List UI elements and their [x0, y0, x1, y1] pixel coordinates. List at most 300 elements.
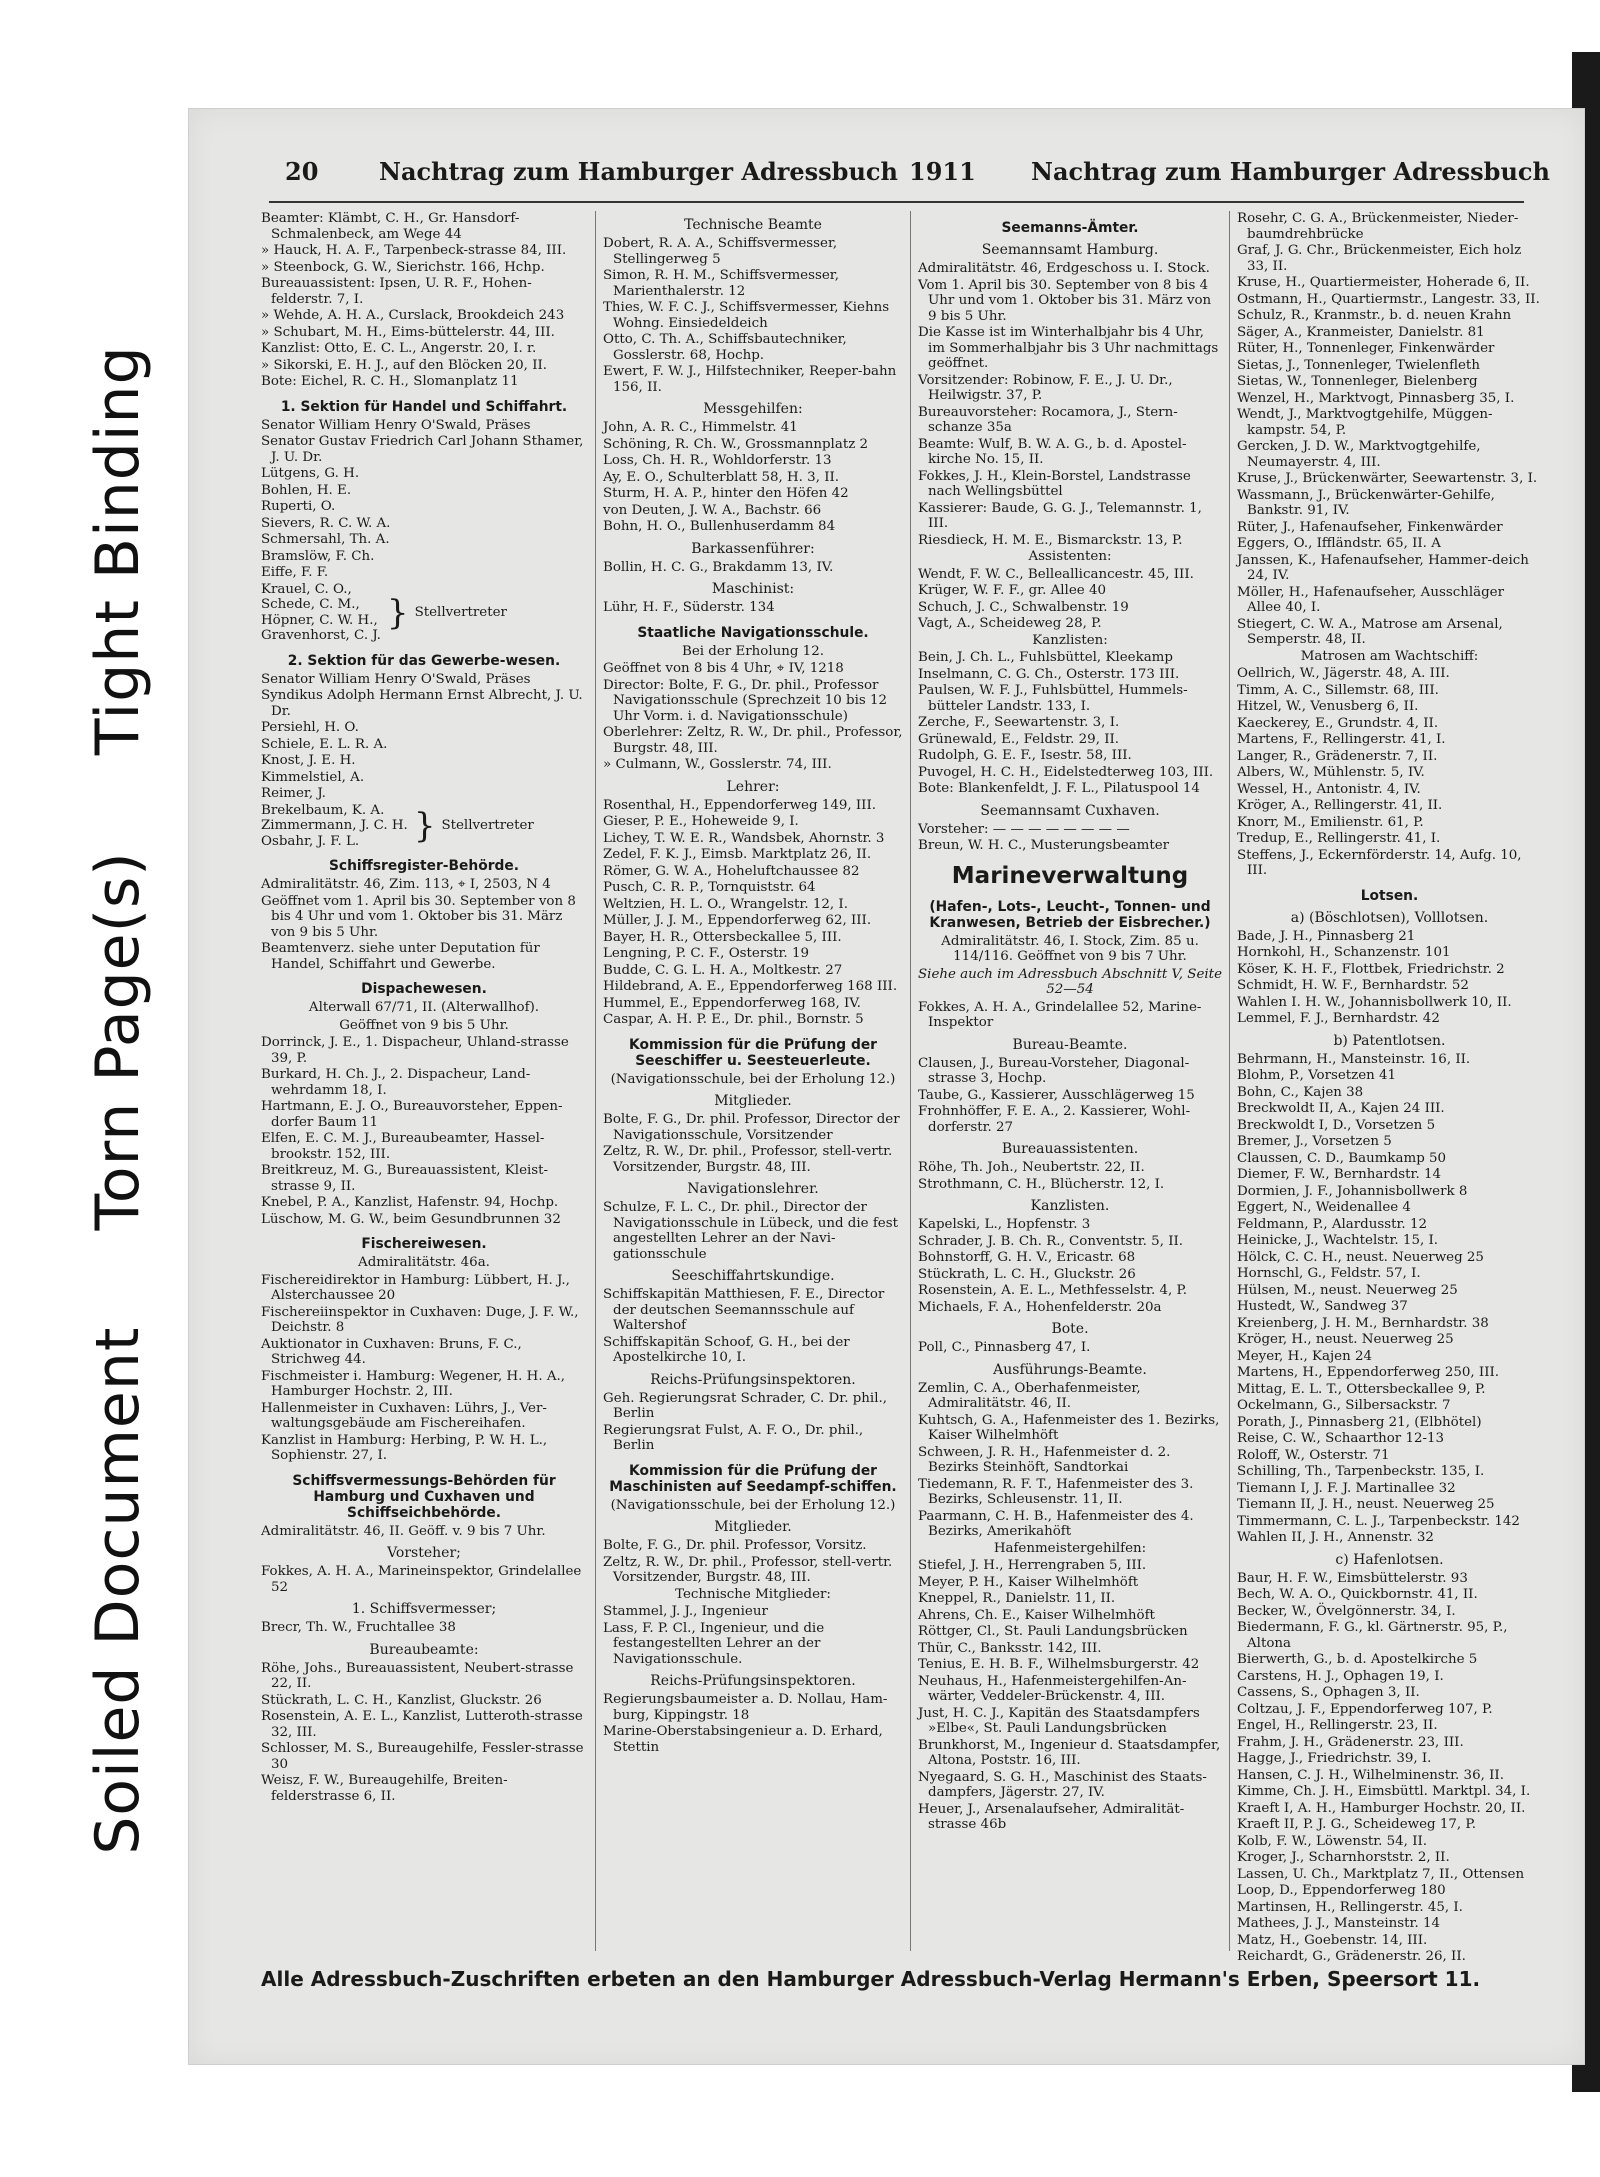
scanned-page: [188, 108, 1585, 2065]
directory-entry: Vom 1. April bis 30. September von 8 bis 4 Uhr und vom 1. Oktober bis 31. März von 9 bis 5 Uhr.: [918, 277, 1212, 324]
directory-entry: Ruperti, O.: [261, 499, 336, 514]
column-2: [603, 211, 903, 1949]
directory-entry: Paulsen, W. F. J., Fuhlsbüttel, Hummels-bütteler Landstr. 133, I.: [918, 683, 1188, 714]
directory-entry: Schöning, R. Ch. W., Grossmannplatz 2: [603, 436, 869, 452]
directory-entry: Beamtenverz. siehe unter Deputation für Handel, Schiffahrt und Gewerbe.: [261, 941, 540, 972]
subsection-heading: Reichs-Prüfungsinspektoren.: [650, 1371, 856, 1388]
directory-entry: Schiele, E. L. R. A.: [261, 736, 388, 752]
entry-name: Gravenhorst, C. J.: [261, 628, 381, 643]
directory-entry: Brunkhorst, M., Ingenieur d. Staatsdampfer, Altona, Poststr. 16, III.: [918, 1737, 1221, 1768]
centered-note: Kanzlisten:: [1032, 632, 1108, 648]
directory-entry: Loss, Ch. H. R., Wohldorferstr. 13: [603, 453, 832, 468]
directory-entry: Timmermann, C. L. J., Tarpenbeckstr. 142: [1237, 1513, 1520, 1529]
directory-entry: Clausen, J., Bureau-Vorsteher, Diagonal-strasse 3, Hochp.: [918, 1055, 1190, 1086]
directory-entry: Reise, C. W., Schaarthor 12-13: [1237, 1431, 1445, 1446]
centered-note: Admiralitätstr. 46, I. Stock, Zim. 85 u. 114/116. Geöffnet von 9 bis 7 Uhr.: [941, 933, 1199, 964]
directory-entry: Otto, C. Th. A., Schiffsbautechniker, Gosslerstr. 68, Hochp.: [603, 332, 847, 363]
directory-entry: Rüter, J., Hafenaufseher, Finkenwärder: [1237, 519, 1503, 535]
directory-entry: Krüger, W. F. F., gr. Allee 40: [918, 583, 1106, 598]
directory-entry: Wenzel, H., Marktvogt, Pinnasberg 35, I.: [1237, 390, 1515, 406]
subsection-heading: Maschinist:: [711, 581, 795, 597]
page-number: 20: [285, 157, 319, 186]
directory-entry: Behrmann, H., Mansteinstr. 16, II.: [1237, 1051, 1471, 1067]
directory-entry: Martens, H., Eppendorferweg 250, III.: [1237, 1365, 1500, 1380]
directory-entry: Bohn, H. O., Bullenhuserdamm 84: [603, 519, 836, 534]
column-divider: [1229, 211, 1230, 1951]
directory-entry: Rüter, H., Tonnenleger, Finkenwärder: [1237, 341, 1495, 356]
directory-entry: Cassens, S., Ophagen 3, II.: [1237, 1685, 1420, 1700]
section-heading: Kommission für die Prüfung der Maschinisten auf Seedampf-schiffen.: [609, 1462, 897, 1495]
directory-entry: Eggers, O., Iffländstr. 65, II. A: [1237, 536, 1441, 551]
directory-entry: Geöffnet von 8 bis 4 Uhr, ⌖ IV, 1218: [603, 661, 844, 676]
centered-note: Matrosen am Wachtschiff:: [1300, 648, 1479, 664]
directory-entry: Schiffskapitän Schoof, G. H., bei der Apostelkirche 10, I.: [603, 1334, 850, 1365]
directory-entry: Köser, K. H. F., Flottbek, Friedrichstr. 2: [1237, 961, 1505, 977]
directory-entry: Bech, W. A. O., Quickbornstr. 41, II.: [1237, 1587, 1478, 1602]
directory-entry: Bayer, H. R., Ottersbeckallee 5, III.: [603, 929, 842, 945]
centered-note: Technische Mitglieder:: [675, 1586, 831, 1602]
directory-entry: Vorsteher: — — — — — — — —: [918, 821, 1130, 837]
directory-entry: Kanzlist in Hamburg: Herbing, P. W. H. L., Sophienstr. 27, I.: [261, 1432, 548, 1463]
directory-entry: » Schubart, M. H., Eims-büttelerstr. 44, III.: [261, 324, 555, 340]
directory-entry: Kapelski, L., Hopfenstr. 3: [918, 1217, 1091, 1232]
directory-entry: Senator William Henry O'Swald, Präses: [261, 671, 531, 687]
directory-entry: Kröger, H., neust. Neuerweg 25: [1237, 1332, 1454, 1347]
directory-entry: Admiralitätstr. 46, Zim. 113, ⌖ I, 2503, N 4: [261, 877, 551, 892]
directory-entry: Poll, C., Pinnasberg 47, I.: [918, 1340, 1091, 1355]
directory-entry: Lass, F. P. Cl., Ingenieur, und die festangestellten Lehrer an der Navigationsschule.: [603, 1620, 825, 1667]
directory-entry: Auktionator in Cuxhaven: Bruns, F. C., Strichweg 44.: [261, 1336, 522, 1367]
directory-entry: Inselmann, C. G. Ch., Osterstr. 173 III.: [918, 666, 1180, 682]
directory-entry: Syndikus Adolph Hermann Ernst Albrecht, J. U. Dr.: [261, 688, 583, 719]
directory-entry: Hülsen, M., neust. Neuerweg 25: [1237, 1282, 1458, 1298]
section-heading: 1. Sektion für Handel und Schiffahrt.: [280, 398, 568, 415]
directory-entry: Wahlen I. H. W., Johannisbollwerk 10, II.: [1237, 994, 1512, 1010]
directory-entry: Paarmann, C. H. B., Hafenmeister des 4. Bezirks, Amerikahöft: [918, 1508, 1194, 1539]
directory-entry: Lengning, P. C. F., Osterstr. 19: [603, 946, 809, 961]
directory-entry: Tredup, E., Rellingerstr. 41, I.: [1237, 831, 1441, 846]
directory-entry: Albers, W., Mühlenstr. 5, IV.: [1237, 765, 1425, 780]
directory-entry: Lühr, H. F., Süderstr. 134: [603, 600, 775, 615]
subsection-heading: Bureau-Beamte.: [1012, 1036, 1128, 1053]
directory-entry: Meyer, P. H., Kaiser Wilhelmhöft: [918, 1574, 1139, 1590]
scan-side-label: [83, 307, 153, 1892]
subsection-heading: Barkassenführer:: [691, 540, 815, 557]
side-label-binding: Tight Binding: [83, 345, 153, 756]
directory-entry: Tenius, E. H. B. F., Wilhelmsburgerstr. 42: [918, 1657, 1200, 1672]
directory-entry: Säger, A., Kranmeister, Danielstr. 81: [1237, 324, 1485, 340]
header-title-left: Nachtrag zum Hamburger Adressbuch: [379, 157, 898, 186]
directory-entry: Zemlin, C. A., Oberhafenmeister, Admiralitätstr. 46, II.: [918, 1380, 1141, 1411]
directory-entry: Claussen, C. D., Baumkamp 50: [1237, 1150, 1447, 1166]
directory-entry: Dormien, J. F., Johannisbollwerk 8: [1237, 1183, 1468, 1199]
directory-entry: Bote: Eichel, R. C. H., Slomanplatz 11: [261, 374, 519, 389]
directory-entry: Tiedemann, R. F. T., Hafenmeister des 3. Bezirks, Schleusenstr. 11, II.: [918, 1476, 1194, 1507]
directory-entry: Martens, F., Rellingerstr. 41, I.: [1237, 732, 1446, 747]
directory-entry: Rudolph, G. E. F., Isestr. 58, III.: [918, 748, 1132, 763]
directory-entry: Schlosser, M. S., Bureaugehilfe, Fessler-strasse 30: [261, 1741, 584, 1772]
directory-entry: Coltzau, J. F., Eppendorferweg 107, P.: [1237, 1701, 1493, 1717]
directory-entry: Stammel, J. J., Ingenieur: [603, 1604, 768, 1619]
section-heading: Staatliche Navigationsschule.: [637, 624, 869, 641]
centered-note: Assistenten:: [1028, 549, 1112, 564]
directory-entry: Gercken, J. D. W., Marktvogtgehilfe, Neumayerstr. 4, III.: [1237, 439, 1481, 470]
directory-entry: Eggert, N., Weidenallee 4: [1237, 1200, 1411, 1215]
directory-entry: Rosenstein, A. E. L., Methfesselstr. 4, P.: [918, 1283, 1188, 1298]
directory-entry: Kimmelstiel, A.: [261, 769, 365, 785]
centered-note: Admiralitätstr. 46a.: [358, 1255, 490, 1270]
directory-entry: Thür, C., Banksstr. 142, III.: [918, 1640, 1102, 1656]
subsection-heading: a) (Böschlotsen), Volllotsen.: [1290, 909, 1489, 926]
directory-entry: Nyegaard, S. G. H., Maschinist des Staats-dampfers, Jägerstr. 27, IV.: [918, 1769, 1207, 1800]
directory-entry: Pusch, C. R. P., Tornquiststr. 64: [603, 880, 816, 895]
directory-entry: Weisz, F. W., Bureaugehilfe, Breiten-felderstrasse 6, II.: [261, 1773, 508, 1804]
directory-entry: Oellrich, W., Jägerstr. 48, A. III.: [1237, 666, 1450, 681]
directory-entry: Ahrens, Ch. E., Kaiser Wilhelmhöft: [918, 1607, 1155, 1623]
directory-entry: Senator Gustav Friedrich Carl Johann Sthamer, J. U. Dr.: [261, 434, 584, 465]
subsection-heading: Seemannsamt Hamburg.: [981, 242, 1159, 258]
deputy-group: [261, 582, 587, 644]
directory-entry: Wessel, H., Antonistr. 4, IV.: [1237, 781, 1421, 797]
subsection-heading: Mitglieder.: [714, 1093, 792, 1109]
centered-note: Hafenmeistergehilfen:: [993, 1540, 1147, 1556]
directory-entry: » Steenbock, G. W., Sierichstr. 166, Hchp.: [261, 259, 545, 275]
directory-entry: Die Kasse ist im Winterhalbjahr bis 4 Uhr, im Sommerhalbjahr bis 3 Uhr nachmittags geöffnet.: [918, 325, 1219, 371]
directory-entry: Diemer, F. W., Bernhardstr. 14: [1237, 1167, 1442, 1182]
directory-entry: Weltzien, H. L. O., Wrangelstr. 12, I.: [603, 896, 848, 912]
directory-entry: Hildebrand, A. E., Eppendorferweg 168 III.: [603, 979, 898, 994]
directory-entry: Beamter: Klämbt, C. H., Gr. Hansdorf-Schmalenbeck, am Wege 44: [261, 211, 520, 242]
directory-entry: Ockelmann, G., Silbersackstr. 7: [1237, 1398, 1451, 1413]
directory-entry: Ay, E. O., Schulterblatt 58, H. 3, II.: [603, 469, 840, 485]
directory-entry: Bureauassistent: Ipsen, U. R. F., Hohen-felderstr. 7, I.: [261, 276, 532, 307]
header-title-right: Nachtrag zum Hamburger Adressbuch: [1031, 157, 1550, 186]
directory-entry: Breckwoldt II, A., Kajen 24 III.: [1237, 1101, 1445, 1116]
directory-entry: Oberlehrer: Zeltz, R. W., Dr. phil., Professor, Burgstr. 48, III.: [603, 725, 903, 756]
subsection-heading: Lehrer:: [726, 778, 780, 795]
directory-entry: Taube, G., Kassierer, Ausschlägerweg 15: [918, 1087, 1195, 1103]
directory-entry: Schiffskapitän Matthiesen, F. E., Director der deutschen Seemannsschule auf Waltershof: [603, 1287, 885, 1333]
directory-entry: Beamte: Wulf, B. W. A. G., b. d. Apostel-kirche No. 15, II.: [918, 436, 1187, 467]
centered-note: (Navigationsschule, bei der Erholung 12.): [610, 1071, 896, 1087]
directory-entry: Puvogel, H. C. H., Eidelstedterweg 103, III.: [918, 764, 1214, 780]
directory-entry: Heuer, J., Arsenalaufseher, Admiralität-strasse 46b: [918, 1801, 1185, 1832]
directory-entry: Ewert, F. W. J., Hilfstechniker, Reeper-bahn 156, II.: [603, 364, 897, 395]
directory-entry: Bohlen, H. E.: [261, 482, 352, 498]
directory-entry: Dobert, R. A. A., Schiffsvermesser, Stellingerweg 5: [603, 236, 838, 267]
directory-entry: Hustedt, W., Sandweg 37: [1237, 1299, 1408, 1314]
directory-entry: Bremer, J., Vorsetzen 5: [1237, 1134, 1392, 1149]
directory-entry: Römer, G. W. A., Hoheluftchaussee 82: [603, 863, 860, 879]
directory-entry: Hölck, C. C. H., neust. Neuerweg 25: [1237, 1249, 1484, 1265]
directory-entry: Rosenthal, H., Eppendorferweg 149, III.: [603, 797, 876, 813]
directory-entry: Gieser, P. E., Hoheweide 9, I.: [603, 814, 799, 829]
brace-glyph: }: [413, 805, 436, 846]
directory-entry: Schmidt, H. W. F., Bernhardstr. 52: [1237, 978, 1469, 993]
directory-entry: Knorr, M., Emilienstr. 61, P.: [1237, 814, 1424, 830]
directory-entry: » Sikorski, E. H. J., auf den Blöcken 20, II.: [261, 357, 548, 373]
entry-name: Krauel, C. O.,: [261, 581, 352, 597]
deputy-note: Stellvertreter: [414, 604, 507, 620]
directory-entry: » Culmann, W., Gosslerstr. 74, III.: [603, 757, 832, 772]
directory-entry: Zerche, F., Seewartenstr. 3, I.: [918, 715, 1120, 730]
directory-entry: Fokkes, J. H., Klein-Borstel, Landstrasse nach Wellingsbüttel: [918, 468, 1191, 499]
subsection-heading: Bureauassistenten.: [1001, 1141, 1139, 1157]
directory-entry: Bolte, F. G., Dr. phil. Professor, Director der Navigationsschule, Vorsitzender: [603, 1112, 900, 1143]
section-heading: Lotsen.: [1360, 887, 1419, 904]
directory-entry: Vagt, A., Scheideweg 28, P.: [918, 616, 1102, 631]
directory-entry: Schilling, Th., Tarpenbeckstr. 135, I.: [1237, 1464, 1485, 1479]
directory-entry: Director: Bolte, F. G., Dr. phil., Professor Navigationsschule (Sprechzeit 10 bis 12 Uhr Vorm. i. d. Navigationsschule): [603, 677, 888, 724]
header-rule: [269, 201, 1524, 203]
entry-name: Zimmermann, J. C. H.: [261, 818, 408, 833]
directory-entry: Neuhaus, H., Hafenmeistergehilfen-An-wärter, Veddeler-Brückenstr. 4, III.: [918, 1673, 1187, 1704]
subsection-heading: 1. Schiffsvermesser;: [351, 1601, 497, 1617]
directory-entry: Kuhtsch, G. A., Hafenmeister des 1. Bezirks, Kaiser Wilhelmhöft: [918, 1412, 1220, 1443]
directory-entry: Hornschl, G., Feldstr. 57, I.: [1237, 1266, 1421, 1281]
directory-entry: » Hauck, H. A. F., Tarpenbeck-strasse 84, III.: [261, 243, 567, 258]
directory-entry: Marine-Oberstabsingenieur a. D. Erhard, Stettin: [603, 1724, 883, 1755]
directory-entry: Hitzel, W., Venusberg 6, II.: [1237, 699, 1419, 714]
deputy-group: [261, 803, 587, 850]
directory-entry: Steffens, J., Eckernförderstr. 14, Aufg. 10, III.: [1237, 847, 1522, 878]
directory-entry: Stiefel, J. H., Herrengraben 5, III.: [918, 1558, 1147, 1573]
directory-entry: Bollin, H. C. G., Brakdamm 13, IV.: [603, 559, 834, 575]
header-year: 1911: [909, 157, 976, 186]
deputy-names: [261, 582, 381, 644]
deputy-note: Stellvertreter: [441, 818, 534, 833]
directory-entry: Loop, D., Eppendorferweg 180: [1237, 1883, 1446, 1898]
directory-entry: Bade, J. H., Pinnasberg 21: [1237, 928, 1416, 944]
directory-entry: Hummel, E., Eppendorferweg 168, IV.: [603, 995, 861, 1011]
entry-name: Schede, C. M.,: [261, 597, 360, 612]
directory-entry: Breckwoldt I, D., Vorsetzen 5: [1237, 1117, 1436, 1133]
directory-entry: Fischmeister i. Hamburg: Wegener, H. H. A., Hamburger Hochstr. 2, III.: [261, 1368, 566, 1399]
directory-entry: Kraeft I, A. H., Hamburger Hochstr. 20, II.: [1237, 1800, 1526, 1816]
subsection-heading: b) Patentlotsen.: [1333, 1032, 1446, 1049]
directory-entry: Hagge, J., Friedrichstr. 39, I.: [1237, 1751, 1432, 1766]
directory-entry: Stiegert, C. W. A., Matrose am Arsenal, Semperstr. 48, II.: [1237, 616, 1503, 647]
section-heading: Fischereiwesen.: [361, 1236, 487, 1252]
directory-entry: Zedel, F. K. J., Eimsb. Marktplatz 26, II.: [603, 847, 872, 862]
section-heading: Seemanns-Ämter.: [1001, 220, 1139, 236]
directory-entry: Kruse, H., Quartiermeister, Hoherade 6, II.: [1237, 275, 1530, 290]
directory-entry: Riesdieck, H. M. E., Bismarckstr. 13, P.: [918, 532, 1183, 548]
directory-entry: Feldmann, P., Alardusstr. 12: [1237, 1216, 1427, 1232]
directory-entry: Strothmann, C. H., Blücherstr. 12, I.: [918, 1176, 1165, 1192]
directory-entry: Sturm, H. A. P., hinter den Höfen 42: [603, 486, 849, 501]
directory-entry: Fischereiinspektor in Cuxhaven: Duge, J. F. W., Deichstr. 8: [261, 1304, 579, 1335]
directory-entry: Wendt, J., Marktvogtgehilfe, Müggen-kampstr. 54, P.: [1237, 407, 1493, 438]
directory-entry: Roloff, W., Osterstr. 71: [1237, 1447, 1390, 1463]
directory-entry: Timm, A. C., Sillemstr. 68, III.: [1237, 682, 1439, 698]
directory-entry: Engel, H., Rellingerstr. 23, II.: [1237, 1718, 1438, 1733]
subsection-heading: Mitglieder.: [714, 1519, 792, 1535]
directory-entry: Janssen, K., Hafenaufseher, Hammer-deich 24, IV.: [1237, 552, 1529, 583]
subsection-heading: c) Hafenlotsen.: [1335, 1551, 1444, 1568]
brace-glyph: }: [386, 592, 409, 633]
directory-entry: Lüschow, M. G. W., beim Gesundbrunnen 32: [261, 1211, 561, 1227]
subsection-heading: Bote.: [1051, 1321, 1089, 1337]
directory-entry: Hartmann, E. J. O., Bureauvorsteher, Eppen-dorfer Baum 11: [261, 1099, 563, 1130]
directory-entry: Thies, W. F. C. J., Schiffsvermesser, Kiehns Wohng. Einsiedeldeich: [603, 300, 890, 331]
directory-entry: Meyer, H., Kajen 24: [1237, 1348, 1372, 1364]
directory-entry: Lassen, U. Ch., Marktplatz 7, II., Ottensen: [1237, 1866, 1525, 1882]
directory-entry: Kröger, A., Rellingerstr. 41, II.: [1237, 798, 1443, 813]
directory-entry: Fischereidirektor in Hamburg: Lübbert, H. J., Alsterchaussee 20: [261, 1272, 570, 1303]
centered-note: Bei der Erholung 12.: [682, 643, 824, 659]
directory-entry: von Deuten, J. W. A., Bachstr. 66: [603, 502, 822, 518]
directory-entry: Bote: Blankenfeldt, J. F. L., Pilatuspool 14: [918, 781, 1200, 796]
directory-entry: John, A. R. C., Himmelstr. 41: [603, 420, 798, 435]
directory-entry: Brecr, Th. W., Fruchtallee 38: [261, 1620, 456, 1635]
directory-entry: Regierungsrat Fulst, A. F. O., Dr. phil., Berlin: [603, 1422, 864, 1453]
directory-entry: Bohnstorff, G. H. V., Ericastr. 68: [918, 1250, 1136, 1265]
section-heading: 2. Sektion für das Gewerbe-wesen.: [287, 652, 561, 669]
directory-entry: Stückrath, L. C. H., Kanzlist, Gluckstr. 26: [261, 1692, 542, 1708]
subsection-heading: Technische Beamte: [684, 217, 822, 233]
directory-entry: Kaeckerey, E., Grundstr. 4, II.: [1237, 715, 1439, 731]
subsection-heading: Seemannsamt Cuxhaven.: [980, 802, 1160, 819]
directory-entry: Becker, W., Övelgönnerstr. 34, I.: [1237, 1603, 1456, 1619]
directory-entry: Lütgens, G. H.: [261, 466, 360, 481]
directory-entry: Röhe, Th. Joh., Neubertstr. 22, II.: [918, 1160, 1145, 1175]
directory-entry: Zeltz, R. W., Dr. phil., Professor, stell-vertr. Vorsitzender, Burgstr. 48, III.: [603, 1144, 893, 1175]
directory-entry: Sietas, J., Tonnenleger, Twielenfleth: [1237, 357, 1480, 373]
directory-entry: Frahm, J. H., Grädenerstr. 23, III.: [1237, 1734, 1464, 1750]
directory-entry: Bolte, F. G., Dr. phil. Professor, Vorsitz.: [603, 1538, 867, 1553]
directory-entry: Schmersahl, Th. A.: [261, 532, 390, 547]
directory-entry: Schulze, F. L. C., Dr. phil., Director der Navigationsschule in Lübeck, und die fest angestellten Lehrer an der Navi-gationsschule: [603, 1200, 898, 1262]
directory-entry: Breitkreuz, M. G., Bureauassistent, Kleist-strasse 9, II.: [261, 1163, 549, 1194]
directory-entry: Wassmann, J., Brückenwärter-Gehilfe, Bankstr. 91, IV.: [1237, 487, 1495, 518]
directory-entry: Schulz, R., Kranmstr., b. d. neuen Krahn: [1237, 308, 1512, 323]
section-heading: (Hafen-, Lots-, Leucht-, Tonnen- und Kranwesen, Betrieb der Eisbrecher.): [929, 898, 1211, 931]
directory-entry: Wahlen II, J. H., Annenstr. 32: [1237, 1530, 1434, 1545]
directory-entry: Baur, H. F. W., Eimsbüttelerstr. 93: [1237, 1570, 1468, 1586]
page-header: [189, 157, 1584, 201]
directory-entry: Simon, R. H. M., Schiffsvermesser, Marienthalerstr. 12: [603, 268, 839, 299]
directory-entry: Lichey, T. W. E. R., Wandsbek, Ahornstr. 3: [603, 830, 885, 846]
directory-entry: Mathees, J. J., Mansteinstr. 14: [1237, 1916, 1441, 1931]
directory-entry: Bureauvorsteher: Rocamora, J., Stern-schanze 35a: [918, 404, 1178, 435]
subsection-heading: Bureaubeamte:: [369, 1641, 479, 1658]
directory-entry: Hansen, C. J. H., Wilhelminenstr. 36, II.: [1237, 1767, 1504, 1783]
directory-entry: Kreienberg, J. H. M., Bernhardstr. 38: [1237, 1315, 1489, 1331]
directory-entry: Röttger, Cl., St. Pauli Landungsbrücken: [918, 1624, 1188, 1639]
column-4: [1237, 211, 1542, 1964]
directory-entry: Budde, C. G. L. H. A., Moltkestr. 27: [603, 962, 843, 978]
directory-entry: Kassierer: Baude, G. G. J., Telemannstr. 1, III.: [918, 500, 1202, 531]
subsection-heading: Vorsteher;: [387, 1545, 461, 1561]
deputy-names: [261, 803, 408, 850]
directory-entry: Langer, R., Grädenerstr. 7, II.: [1237, 748, 1438, 764]
entry-name: Höpner, C. W. H.,: [261, 612, 378, 628]
directory-entry: Lemmel, F. J., Bernhardstr. 42: [1237, 1011, 1440, 1026]
directory-entry: Porath, J., Pinnasberg 21, (Elbhötel): [1237, 1414, 1482, 1430]
directory-entry: Graf, J. G. Chr., Brückenmeister, Eich holz 33, II.: [1237, 243, 1522, 274]
directory-entry: Hornkohl, H., Schanzenstr. 101: [1237, 945, 1451, 960]
section-title: Marineverwaltung: [951, 862, 1189, 889]
directory-entry: Eiffe, F. F.: [261, 565, 329, 580]
section-heading: Kommission für die Prüfung der Seeschiffer u. Seesteuerleute.: [629, 1036, 877, 1069]
directory-entry: Bramslöw, F. Ch.: [261, 548, 375, 564]
subsection-heading: Messgehilfen:: [703, 401, 803, 417]
entry-name: Osbahr, J. F. L.: [261, 833, 360, 849]
side-label-torn: Torn Page(s): [83, 851, 153, 1231]
directory-entry: Admiralitätstr. 46, Erdgeschoss u. I. Stock.: [918, 261, 1210, 276]
directory-entry: Wendt, F. W. C., Belleallicancestr. 45, III.: [918, 566, 1194, 582]
directory-entry: Kraeft II, P. J. G., Scheideweg 17, P.: [1237, 1817, 1476, 1832]
directory-entry: Röhe, Johs., Bureauassistent, Neubert-strasse 22, II.: [261, 1660, 574, 1691]
directory-entry: Tiemann II, J. H., neust. Neuerweg 25: [1237, 1497, 1495, 1512]
directory-entry: Kruse, J., Brückenwärter, Seewartenstr. 3, I.: [1237, 471, 1538, 486]
directory-entry: Geöffnet vom 1. April bis 30. September von 8 bis 4 Uhr und vom 1. Oktober bis 31. März von 9 bis 5 Uhr.: [261, 893, 576, 940]
centered-note: Alterwall 67/71, II. (Alterwallhof).: [308, 1000, 540, 1015]
side-label-soiled: Soiled Document: [83, 1326, 153, 1855]
directory-entry: Reichardt, G., Grädenerstr. 26, II.: [1237, 1949, 1466, 1964]
subsection-heading: Ausführungs-Beamte.: [993, 1361, 1147, 1378]
directory-entry: Bohn, C., Kajen 38: [1237, 1084, 1364, 1100]
column-divider: [595, 211, 596, 1951]
subsection-heading: Navigationslehrer.: [687, 1181, 819, 1197]
directory-entry: Bierwerth, G., b. d. Apostelkirche 5: [1237, 1652, 1478, 1667]
directory-entry: Zeltz, R. W., Dr. phil., Professor, stell-vertr. Vorsitzender, Burgstr. 48, III.: [603, 1554, 893, 1585]
page-footer: Alle Adressbuch-Zuschriften erbeten an den Hamburger Adressbuch-Verlag Hermann's Erben, Speersort 11.: [261, 1967, 1481, 1991]
directory-entry: Burkard, H. Ch. J., 2. Dispacheur, Land-wehrdamm 18, I.: [261, 1067, 531, 1098]
directory-entry: Persiehl, H. O.: [261, 720, 359, 735]
directory-entry: Regierungsbaumeister a. D. Nollau, Ham-burg, Kippingstr. 18: [603, 1692, 888, 1723]
directory-entry: Heinicke, J., Wachtelstr. 15, I.: [1237, 1233, 1439, 1248]
directory-entry: Stückrath, L. C. H., Gluckstr. 26: [918, 1266, 1136, 1282]
directory-entry: Grünewald, E., Feldstr. 29, II.: [918, 731, 1120, 747]
directory-entry: Dorrinck, J. E., 1. Dispacheur, Uhland-strasse 39, P.: [261, 1035, 569, 1066]
section-heading: Schiffsvermessungs-Behörden für Hamburg und Cuxhaven und Schiffseichbehörde.: [292, 1472, 556, 1521]
directory-entry: Fokkes, A. H. A., Marineinspektor, Grindelallee 52: [261, 1564, 582, 1595]
directory-entry: Frohnhöffer, F. E. A., 2. Kassierer, Wohl-dorferstr. 27: [918, 1104, 1191, 1135]
directory-entry: Müller, J. J. M., Eppendorferweg 62, III.: [603, 913, 872, 928]
column-3: [918, 211, 1222, 1949]
directory-entry: Mittag, E. L. T., Ottersbeckallee 9, P.: [1237, 1381, 1486, 1397]
directory-entry: Elfen, E. C. M. J., Bureaubeamter, Hassel-brookstr. 152, III.: [261, 1131, 545, 1162]
directory-entry: Vorsitzender: Robinow, F. E., J. U. Dr., Heilwigstr. 37, P.: [918, 372, 1173, 403]
reference-note: Siehe auch im Adressbuch Abschnitt V, Seite 52—54: [918, 966, 1222, 997]
directory-entry: Admiralitätstr. 46, II. Geöff. v. 9 bis 7 Uhr.: [261, 1523, 546, 1539]
directory-entry: Kolb, F. W., Löwenstr. 54, II.: [1237, 1833, 1428, 1849]
directory-entry: Biedermann, F. G., kl. Gärtnerstr. 95, P., Altona: [1237, 1620, 1508, 1651]
directory-entry: Schrader, J. B. Ch. R., Conventstr. 5, II.: [918, 1233, 1184, 1249]
directory-entry: Senator William Henry O'Swald, Präses: [261, 417, 531, 433]
directory-entry: Geh. Regierungsrat Schrader, C. Dr. phil., Berlin: [603, 1390, 888, 1421]
directory-entry: Bein, J. Ch. L., Fuhlsbüttel, Kleekamp: [918, 650, 1173, 665]
directory-entry: Kanzlist: Otto, E. C. L., Angerstr. 20, I. r.: [261, 341, 537, 356]
section-heading: Dispachewesen.: [361, 981, 487, 997]
directory-entry: Kimme, Ch. J. H., Eimsbüttl. Marktpl. 34, I.: [1237, 1784, 1531, 1799]
directory-entry: Kneppel, R., Danielstr. 11, II.: [918, 1591, 1116, 1606]
centered-note: Geöffnet von 9 bis 5 Uhr.: [339, 1017, 509, 1033]
directory-entry: Carstens, H. J., Ophagen 19, I.: [1237, 1668, 1444, 1684]
section-heading: Schiffsregister-Behörde.: [329, 858, 519, 874]
subsection-heading: Reichs-Prüfungsinspektoren.: [650, 1673, 856, 1689]
subsection-heading: Seeschiffahrtskundige.: [671, 1268, 835, 1284]
directory-entry: Breun, W. H. C., Musterungsbeamter: [918, 838, 1170, 853]
directory-entry: Blohm, P., Vorsetzen 41: [1237, 1068, 1397, 1083]
column-1: [261, 211, 587, 1949]
directory-entry: Michaels, F. A., Hohenfelderstr. 20a: [918, 1299, 1162, 1315]
subsection-heading: Kanzlisten.: [1030, 1198, 1110, 1214]
directory-entry: Martinsen, H., Rellingerstr. 45, I.: [1237, 1899, 1463, 1915]
column-divider: [910, 211, 911, 1951]
